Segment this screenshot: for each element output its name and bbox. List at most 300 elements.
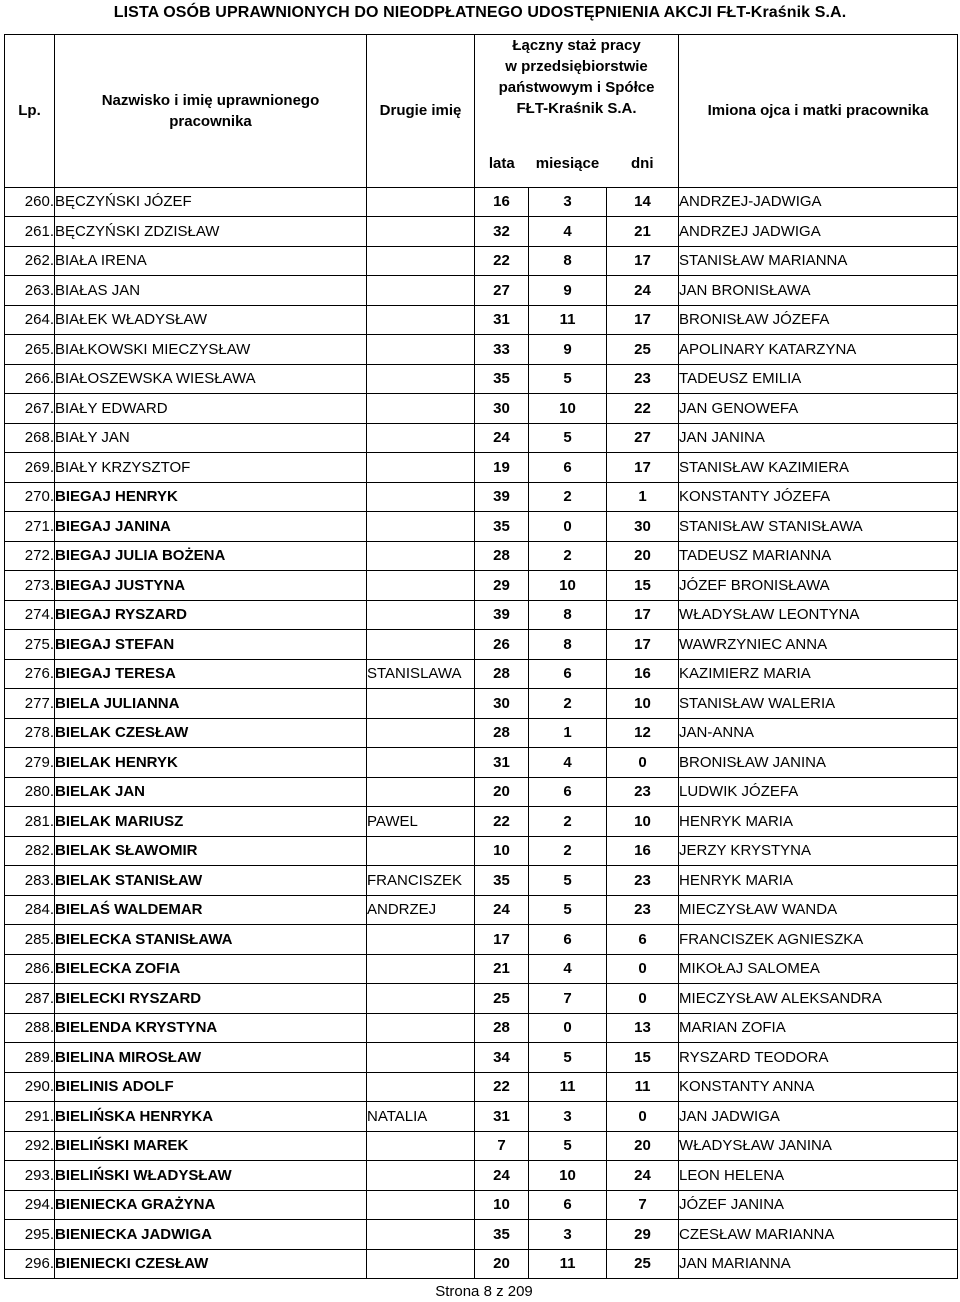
row-days: 16 [607, 836, 679, 866]
table-row [5, 1249, 958, 1279]
header-name-label: Nazwisko i imię uprawnionego pracownika [101, 91, 320, 130]
document-title: LISTA OSÓB UPRAWNIONYCH DO NIEODPŁATNEGO UDOSTĘPNIENIA AKCJI FŁT-Kraśnik S.A. [113, 4, 847, 21]
row-years: 16 [475, 187, 529, 217]
table-row [5, 659, 958, 689]
row-days: 25 [607, 335, 679, 365]
row-second-name: PAWEL [367, 807, 475, 837]
row-lp: 283. [5, 866, 55, 896]
header-name [55, 35, 367, 188]
row-parents: WAWRZYNIEC ANNA [679, 630, 958, 660]
row-name: BIEGAJ RYSZARD [55, 600, 367, 630]
row-years: 22 [475, 246, 529, 276]
row-parents: JÓZEF BRONISŁAWA [679, 571, 958, 601]
row-months: 11 [529, 305, 607, 335]
row-months: 8 [529, 600, 607, 630]
row-years: 35 [475, 1220, 529, 1250]
table-row [5, 1161, 958, 1191]
row-lp: 281. [5, 807, 55, 837]
row-years: 30 [475, 394, 529, 424]
row-months: 10 [529, 394, 607, 424]
row-name: BIELAK MARIUSZ [55, 807, 367, 837]
row-lp: 267. [5, 394, 55, 424]
row-name: BIAŁAS JAN [55, 276, 367, 306]
row-name: BIELAK HENRYK [55, 748, 367, 778]
row-second-name [367, 217, 475, 247]
header-seniority [475, 35, 679, 141]
table-row [5, 364, 958, 394]
header-seniority-line-4: FŁT-Kraśnik S.A. [516, 100, 637, 117]
table-row [5, 276, 958, 306]
row-months: 5 [529, 1131, 607, 1161]
row-days: 13 [607, 1013, 679, 1043]
row-second-name [367, 836, 475, 866]
table-row [5, 571, 958, 601]
row-parents: MIKOŁAJ SALOMEA [679, 954, 958, 984]
row-lp: 280. [5, 777, 55, 807]
row-years: 19 [475, 453, 529, 483]
row-years: 21 [475, 954, 529, 984]
row-second-name [367, 541, 475, 571]
row-parents: JAN BRONISŁAWA [679, 276, 958, 306]
row-months: 3 [529, 1220, 607, 1250]
row-lp: 265. [5, 335, 55, 365]
row-months: 0 [529, 1013, 607, 1043]
row-second-name [367, 512, 475, 542]
row-years: 32 [475, 217, 529, 247]
row-lp: 269. [5, 453, 55, 483]
table-row [5, 512, 958, 542]
row-lp: 278. [5, 718, 55, 748]
row-parents: TADEUSZ EMILIA [679, 364, 958, 394]
row-months: 5 [529, 423, 607, 453]
row-parents: RYSZARD TEODORA [679, 1043, 958, 1073]
row-days: 17 [607, 600, 679, 630]
row-name: BIELIŃSKA HENRYKA [55, 1102, 367, 1132]
row-name: BĘCZYŃSKI ZDZISŁAW [55, 217, 367, 247]
row-lp: 273. [5, 571, 55, 601]
row-lp: 260. [5, 187, 55, 217]
row-name: BIELAK SŁAWOMIR [55, 836, 367, 866]
table-row [5, 394, 958, 424]
row-months: 11 [529, 1249, 607, 1279]
row-second-name [367, 1043, 475, 1073]
row-days: 17 [607, 453, 679, 483]
row-days: 21 [607, 217, 679, 247]
row-days: 0 [607, 748, 679, 778]
row-years: 34 [475, 1043, 529, 1073]
row-parents: CZESŁAW MARIANNA [679, 1220, 958, 1250]
row-second-name [367, 925, 475, 955]
row-second-name [367, 777, 475, 807]
row-parents: STANISŁAW MARIANNA [679, 246, 958, 276]
row-name: BIELECKA STANISŁAWA [55, 925, 367, 955]
row-years: 28 [475, 541, 529, 571]
row-lp: 284. [5, 895, 55, 925]
row-name: BIENIECKA GRAŻYNA [55, 1190, 367, 1220]
row-months: 6 [529, 925, 607, 955]
row-days: 6 [607, 925, 679, 955]
table-row [5, 246, 958, 276]
row-second-name [367, 246, 475, 276]
row-days: 20 [607, 541, 679, 571]
row-days: 10 [607, 807, 679, 837]
row-years: 22 [475, 1072, 529, 1102]
row-months: 1 [529, 718, 607, 748]
row-parents: JAN GENOWEFA [679, 394, 958, 424]
row-parents: JAN JADWIGA [679, 1102, 958, 1132]
row-name: BIAŁEK WŁADYSŁAW [55, 305, 367, 335]
row-name: BIELINA MIROSŁAW [55, 1043, 367, 1073]
row-lp: 295. [5, 1220, 55, 1250]
table-row [5, 1220, 958, 1250]
row-parents: FRANCISZEK AGNIESZKA [679, 925, 958, 955]
header-seniority-line-1: Łączny staż pracy [512, 37, 641, 54]
row-months: 3 [529, 187, 607, 217]
row-days: 24 [607, 276, 679, 306]
row-days: 29 [607, 1220, 679, 1250]
row-lp: 286. [5, 954, 55, 984]
row-lp: 276. [5, 659, 55, 689]
table-row [5, 453, 958, 483]
row-name: BIELAŚ WALDEMAR [55, 895, 367, 925]
row-days: 22 [607, 394, 679, 424]
row-months: 6 [529, 453, 607, 483]
row-name: BIAŁY JAN [55, 423, 367, 453]
row-years: 39 [475, 482, 529, 512]
table-header [5, 35, 958, 188]
row-months: 4 [529, 954, 607, 984]
row-parents: MARIAN ZOFIA [679, 1013, 958, 1043]
row-years: 35 [475, 364, 529, 394]
row-second-name [367, 1249, 475, 1279]
row-lp: 264. [5, 305, 55, 335]
row-name: BIAŁA IRENA [55, 246, 367, 276]
row-lp: 290. [5, 1072, 55, 1102]
row-days: 17 [607, 305, 679, 335]
page-number: Strona 8 z 209 [435, 1283, 533, 1300]
row-years: 20 [475, 777, 529, 807]
row-months: 8 [529, 246, 607, 276]
row-days: 30 [607, 512, 679, 542]
row-years: 28 [475, 1013, 529, 1043]
row-lp: 289. [5, 1043, 55, 1073]
header-seniority-line-2: w przedsiębiorstwie [505, 58, 648, 75]
row-lp: 274. [5, 600, 55, 630]
row-years: 20 [475, 1249, 529, 1279]
header-days: dni [607, 141, 679, 188]
row-months: 3 [529, 1102, 607, 1132]
table-row [5, 748, 958, 778]
row-name: BĘCZYŃSKI JÓZEF [55, 187, 367, 217]
row-lp: 282. [5, 836, 55, 866]
row-parents: JAN-ANNA [679, 718, 958, 748]
row-second-name [367, 1220, 475, 1250]
row-name: BIELECKI RYSZARD [55, 984, 367, 1014]
table-row [5, 541, 958, 571]
row-days: 17 [607, 630, 679, 660]
table-row [5, 925, 958, 955]
row-parents: HENRYK MARIA [679, 866, 958, 896]
row-lp: 263. [5, 276, 55, 306]
row-months: 2 [529, 807, 607, 837]
row-name: BIELAK JAN [55, 777, 367, 807]
row-parents: BRONISŁAW JANINA [679, 748, 958, 778]
row-days: 23 [607, 895, 679, 925]
row-second-name [367, 954, 475, 984]
row-name: BIELIŃSKI WŁADYSŁAW [55, 1161, 367, 1191]
table-row [5, 423, 958, 453]
row-second-name [367, 1161, 475, 1191]
table-row [5, 954, 958, 984]
row-lp: 296. [5, 1249, 55, 1279]
row-second-name [367, 571, 475, 601]
row-name: BIEGAJ JULIA BOŻENA [55, 541, 367, 571]
row-parents: BRONISŁAW JÓZEFA [679, 305, 958, 335]
row-second-name [367, 482, 475, 512]
row-days: 1 [607, 482, 679, 512]
table-row [5, 482, 958, 512]
row-name: BIENIECKA JADWIGA [55, 1220, 367, 1250]
header-years: lata [475, 141, 529, 188]
row-second-name [367, 187, 475, 217]
row-parents: HENRYK MARIA [679, 807, 958, 837]
row-parents: JAN JANINA [679, 423, 958, 453]
row-years: 10 [475, 1190, 529, 1220]
row-days: 23 [607, 364, 679, 394]
row-years: 26 [475, 630, 529, 660]
row-months: 9 [529, 335, 607, 365]
row-years: 28 [475, 659, 529, 689]
row-months: 10 [529, 571, 607, 601]
row-months: 6 [529, 1190, 607, 1220]
row-lp: 266. [5, 364, 55, 394]
row-months: 6 [529, 777, 607, 807]
table-row [5, 836, 958, 866]
row-name: BIELAK STANISŁAW [55, 866, 367, 896]
row-second-name: ANDRZEJ [367, 895, 475, 925]
row-years: 24 [475, 423, 529, 453]
table-row [5, 305, 958, 335]
header-months: miesiące [529, 141, 607, 188]
row-months: 0 [529, 512, 607, 542]
row-days: 10 [607, 689, 679, 719]
row-years: 35 [475, 866, 529, 896]
row-days: 16 [607, 659, 679, 689]
row-name: BIELIŃSKI MAREK [55, 1131, 367, 1161]
row-second-name [367, 423, 475, 453]
row-months: 6 [529, 659, 607, 689]
table-row [5, 1131, 958, 1161]
table-row [5, 187, 958, 217]
row-second-name [367, 1131, 475, 1161]
row-second-name [367, 1013, 475, 1043]
row-parents: ANDRZEJ-JADWIGA [679, 187, 958, 217]
row-second-name: FRANCISZEK [367, 866, 475, 896]
row-parents: TADEUSZ MARIANNA [679, 541, 958, 571]
table-row [5, 1013, 958, 1043]
row-parents: ANDRZEJ JADWIGA [679, 217, 958, 247]
row-years: 22 [475, 807, 529, 837]
row-parents: MIECZYSŁAW WANDA [679, 895, 958, 925]
row-parents: STANISŁAW KAZIMIERA [679, 453, 958, 483]
row-name: BIEGAJ TERESA [55, 659, 367, 689]
row-parents: APOLINARY KATARZYNA [679, 335, 958, 365]
row-second-name [367, 335, 475, 365]
row-days: 11 [607, 1072, 679, 1102]
row-name: BIELENDA KRYSTYNA [55, 1013, 367, 1043]
row-days: 17 [607, 246, 679, 276]
row-months: 5 [529, 364, 607, 394]
row-name: BIAŁY EDWARD [55, 394, 367, 424]
row-months: 4 [529, 217, 607, 247]
header-second-name: Drugie imię [367, 35, 475, 188]
table-row [5, 984, 958, 1014]
row-lp: 272. [5, 541, 55, 571]
row-days: 14 [607, 187, 679, 217]
row-days: 12 [607, 718, 679, 748]
row-name: BIELAK CZESŁAW [55, 718, 367, 748]
row-name: BIENIECKI CZESŁAW [55, 1249, 367, 1279]
row-days: 7 [607, 1190, 679, 1220]
row-years: 31 [475, 748, 529, 778]
row-days: 0 [607, 1102, 679, 1132]
row-second-name [367, 1072, 475, 1102]
row-years: 24 [475, 895, 529, 925]
row-months: 8 [529, 630, 607, 660]
row-days: 25 [607, 1249, 679, 1279]
row-lp: 268. [5, 423, 55, 453]
row-parents: STANISŁAW WALERIA [679, 689, 958, 719]
row-second-name [367, 1190, 475, 1220]
row-parents: JAN MARIANNA [679, 1249, 958, 1279]
table-row [5, 777, 958, 807]
row-lp: 275. [5, 630, 55, 660]
row-years: 25 [475, 984, 529, 1014]
row-months: 5 [529, 895, 607, 925]
row-name: BIAŁOSZEWSKA WIESŁAWA [55, 364, 367, 394]
row-lp: 271. [5, 512, 55, 542]
row-years: 29 [475, 571, 529, 601]
header-seniority-line-3: państwowym i Spółce [498, 79, 655, 96]
row-parents: JERZY KRYSTYNA [679, 836, 958, 866]
row-second-name [367, 630, 475, 660]
row-lp: 288. [5, 1013, 55, 1043]
row-years: 33 [475, 335, 529, 365]
row-lp: 294. [5, 1190, 55, 1220]
row-lp: 291. [5, 1102, 55, 1132]
table-row [5, 866, 958, 896]
row-name: BIEGAJ JANINA [55, 512, 367, 542]
row-lp: 262. [5, 246, 55, 276]
row-days: 15 [607, 1043, 679, 1073]
row-second-name: NATALIA [367, 1102, 475, 1132]
row-lp: 292. [5, 1131, 55, 1161]
row-months: 10 [529, 1161, 607, 1191]
row-months: 2 [529, 541, 607, 571]
row-parents: JÓZEF JANINA [679, 1190, 958, 1220]
row-days: 27 [607, 423, 679, 453]
table-row [5, 600, 958, 630]
table-row [5, 718, 958, 748]
row-months: 5 [529, 866, 607, 896]
row-name: BIEGAJ HENRYK [55, 482, 367, 512]
row-name: BIELECKA ZOFIA [55, 954, 367, 984]
row-second-name [367, 689, 475, 719]
table-row [5, 1102, 958, 1132]
row-second-name [367, 748, 475, 778]
table-row [5, 630, 958, 660]
row-second-name [367, 276, 475, 306]
row-lp: 293. [5, 1161, 55, 1191]
row-name: BIELINIS ADOLF [55, 1072, 367, 1102]
row-years: 24 [475, 1161, 529, 1191]
row-parents: KONSTANTY JÓZEFA [679, 482, 958, 512]
table-row [5, 895, 958, 925]
row-lp: 270. [5, 482, 55, 512]
row-lp: 261. [5, 217, 55, 247]
row-months: 4 [529, 748, 607, 778]
row-parents: MIECZYSŁAW ALEKSANDRA [679, 984, 958, 1014]
row-months: 2 [529, 836, 607, 866]
row-days: 0 [607, 954, 679, 984]
row-second-name [367, 600, 475, 630]
table-row [5, 1072, 958, 1102]
row-lp: 277. [5, 689, 55, 719]
row-days: 0 [607, 984, 679, 1014]
row-second-name [367, 394, 475, 424]
row-years: 31 [475, 1102, 529, 1132]
row-years: 31 [475, 305, 529, 335]
table-body [5, 187, 958, 1279]
table-row [5, 807, 958, 837]
row-parents: KONSTANTY ANNA [679, 1072, 958, 1102]
row-months: 9 [529, 276, 607, 306]
row-lp: 279. [5, 748, 55, 778]
row-days: 23 [607, 866, 679, 896]
row-years: 7 [475, 1131, 529, 1161]
row-years: 27 [475, 276, 529, 306]
row-parents: STANISŁAW STANISŁAWA [679, 512, 958, 542]
row-name: BIAŁKOWSKI MIECZYSŁAW [55, 335, 367, 365]
row-second-name [367, 718, 475, 748]
row-name: BIEGAJ STEFAN [55, 630, 367, 660]
row-months: 2 [529, 482, 607, 512]
row-parents: KAZIMIERZ MARIA [679, 659, 958, 689]
row-name: BIELA JULIANNA [55, 689, 367, 719]
row-months: 5 [529, 1043, 607, 1073]
row-days: 20 [607, 1131, 679, 1161]
row-parents: WŁADYSŁAW JANINA [679, 1131, 958, 1161]
employee-table [4, 34, 958, 1279]
row-years: 17 [475, 925, 529, 955]
row-months: 7 [529, 984, 607, 1014]
row-name: BIAŁY KRZYSZTOF [55, 453, 367, 483]
row-days: 23 [607, 777, 679, 807]
row-years: 10 [475, 836, 529, 866]
row-years: 30 [475, 689, 529, 719]
row-parents: LEON HELENA [679, 1161, 958, 1191]
row-second-name [367, 305, 475, 335]
row-months: 11 [529, 1072, 607, 1102]
row-second-name: STANISLAWA [367, 659, 475, 689]
header-lp: Lp. [5, 35, 55, 188]
table-row [5, 335, 958, 365]
row-years: 35 [475, 512, 529, 542]
row-days: 15 [607, 571, 679, 601]
row-name: BIEGAJ JUSTYNA [55, 571, 367, 601]
row-years: 39 [475, 600, 529, 630]
row-days: 24 [607, 1161, 679, 1191]
